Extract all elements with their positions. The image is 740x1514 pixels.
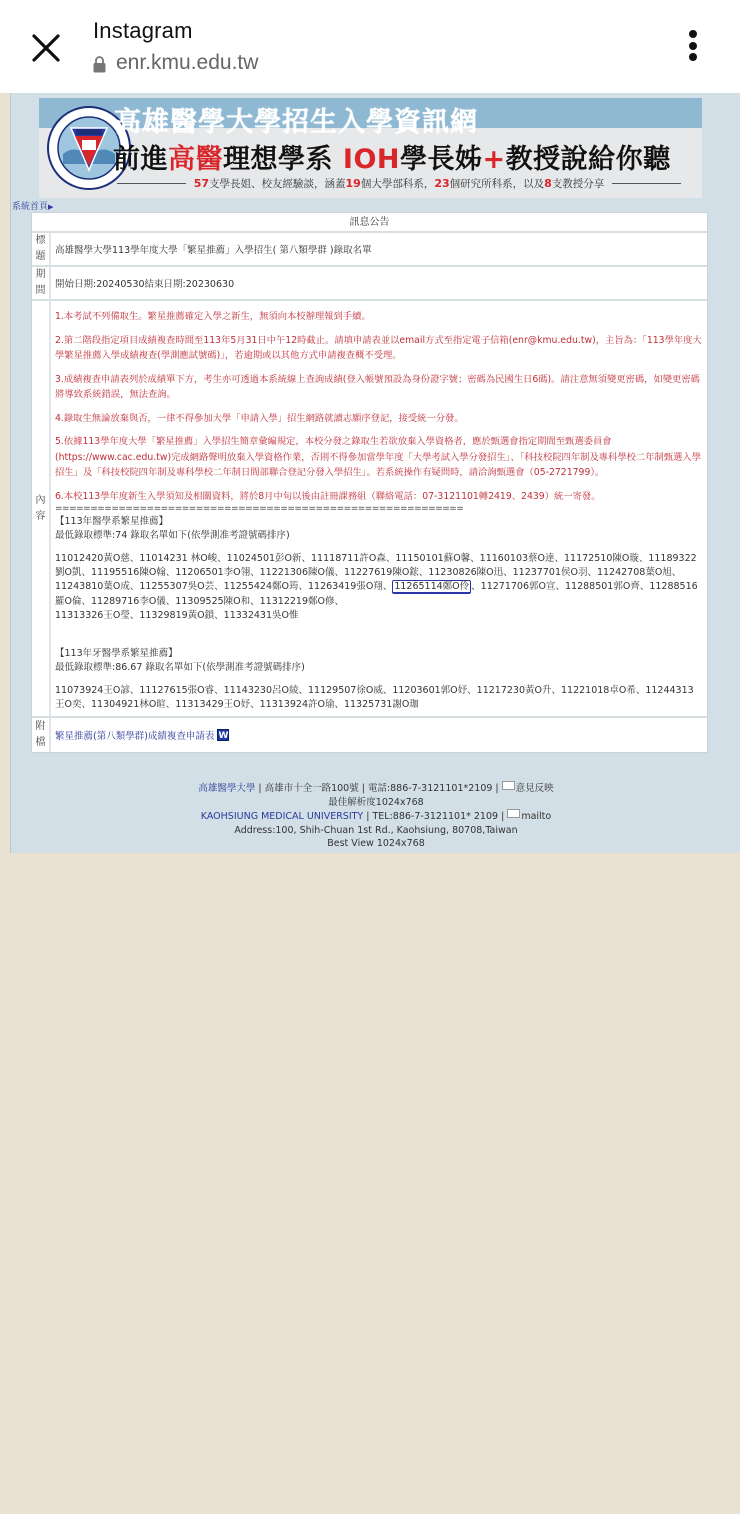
breadcrumb-label: 系統首頁 xyxy=(12,202,49,212)
label-char: 檔 xyxy=(35,737,46,749)
count-undergrad: 19 xyxy=(345,177,361,190)
mailto-link[interactable]: mailto xyxy=(521,811,552,822)
footer-line-2: 最佳解析度1024x768 xyxy=(328,796,424,808)
web-page xyxy=(10,93,740,853)
note-6: 6.本校113學年度新生入學須知及相關資料，將於8月中旬以後由註冊課務組（聯絡電話：07-3121101轉2419、2439）統一寄發。 xyxy=(55,490,601,502)
label-char: 標 xyxy=(35,235,46,246)
count-alumni: 57 xyxy=(193,177,210,190)
slogan-text: 理想學系 xyxy=(223,144,343,175)
highlighted-name: 11265114鄭O伶 xyxy=(394,581,470,593)
names: 11012420黃O慈、11014231 林O峻、11024501彭O新、11118711許O森、11150101蘇O馨、11160103蔡O達、11172510陳O璇、11189322劉O凱、11195516陳O翰、11206501李O翎、11221306陳O儀、11227619陳O鋐、11230826陳O迅、11237701侯O羽、11242708葉O旭、11243810葉O成、11255307吳O芸、11255424鄭O筠、11263419張O翔、 xyxy=(55,553,697,593)
url-display[interactable] xyxy=(93,51,258,75)
attachment-link[interactable]: 繁星推薦(第八類學群)成績複查申請表 xyxy=(55,731,215,743)
count-professors: 8 xyxy=(544,177,552,190)
slogan-text: 教授說給你聽 xyxy=(505,144,671,175)
subtitle-text: 支教授分享 xyxy=(551,178,605,190)
announcement-content xyxy=(51,301,707,716)
banner-slogan xyxy=(113,137,671,176)
slogan-highlight: IOH xyxy=(342,144,401,175)
note-3: 3.成績複查申請表列於成績單下方，考生亦可透過本系統線上查詢成績(登入帳號預設為身份證字號；密碼為民國生日6碼)。請注意無須變更密碼，如變更密碼將導致系統錯誤，無法查詢。 xyxy=(55,373,700,400)
label-char: 期 xyxy=(35,269,46,280)
content-row xyxy=(32,301,707,718)
slogan-highlight: 高醫 xyxy=(168,144,223,175)
divider xyxy=(612,183,681,184)
mail-icon[interactable] xyxy=(507,809,520,818)
footer-line-1 xyxy=(11,781,740,796)
banner-subtitle xyxy=(109,176,689,191)
more-options-button[interactable] xyxy=(682,30,704,66)
label-char: 內 xyxy=(35,494,46,506)
mail-icon[interactable] xyxy=(502,781,515,790)
lock-icon xyxy=(93,55,106,72)
label-char: 附 xyxy=(35,721,46,733)
slogan-plus: + xyxy=(482,144,506,175)
close-button[interactable] xyxy=(28,30,64,66)
slogan-text: 學長姊 xyxy=(400,144,483,175)
breadcrumb-home-link[interactable] xyxy=(12,199,53,212)
browser-toolbar xyxy=(0,0,740,93)
footer-best-view: Best View 1024x768 xyxy=(327,838,425,849)
period-label xyxy=(32,267,49,299)
admission-list-medicine xyxy=(55,552,703,623)
page-footer xyxy=(11,781,740,851)
note-1: 1.本考試不列備取生。繁星推薦確定入學之新生，無須向本校辦理報到手續。 xyxy=(55,311,371,322)
section-standard-dentistry: 最低錄取標準:86.67 錄取名單如下(依學測准考證號碼排序) xyxy=(55,662,305,674)
note-2: 2.第二階段指定項目成績複查時間至113年5月31日中午12時截止。請填申請表並以email方式至指定電子信箱(enr@kmu.edu.tw)，主旨為：「113學年度大學繁星推薦入學成績複查(學測應試號碼)」，若逾期或以其他方式申請複查概不受理。 xyxy=(55,334,702,361)
subtitle-text: 支學長姐、校友經驗談，涵蓋 xyxy=(209,178,346,190)
names: 11313326王O瑩、11329819黃O鎖、11332431吳O惟 xyxy=(55,609,299,621)
subtitle-text: 個大學部科系， xyxy=(360,178,435,190)
names: 、11271706郭O宣、11288501郭O齊、11288516羅O倫、11289716李O儀、11309525陳O和、11312219鄭O修、 xyxy=(55,581,698,607)
banner-headline: 高雄醫學大學招生入學資訊網 xyxy=(114,107,478,138)
slogan-text: 前進 xyxy=(113,144,168,175)
label-char: 題 xyxy=(35,251,46,262)
label-char: 間 xyxy=(35,285,46,296)
subtitle-text: 個研究所科系，以及 xyxy=(449,178,545,190)
url-text: enr.kmu.edu.tw xyxy=(116,51,259,74)
announcement-table xyxy=(31,212,708,753)
title-row xyxy=(32,233,707,267)
separator: ========================================================== xyxy=(55,504,464,514)
dot xyxy=(689,53,697,61)
footer-text: | TEL:886-7-3121101* 2109 | xyxy=(363,811,508,822)
more-vertical-icon xyxy=(689,30,697,38)
content-label xyxy=(32,301,49,716)
section-title-dentistry: 【113年牙醫學系繁星推薦】 xyxy=(55,648,178,660)
attachment-cell xyxy=(51,718,707,752)
footer-text: | 高雄市十全一路100號 | 電話:886-7-3121101*2109 | xyxy=(255,783,502,794)
arrow-right-icon: ▶ xyxy=(48,203,54,211)
section-standard-medicine: 最低錄取標準:74 錄取名單如下(依學測准考證號碼排序) xyxy=(55,530,290,541)
note-5: 5.依據113學年度大學「繁星推薦」入學招生簡章彙編規定，本校分發之錄取生若欲放棄入學資格者，應於甄選會指定期間至甄選委員會(https://www.cac.edu.tw)完成網路聲明放棄入學資格作業，否則不得參加當學年度「大學考試入學分發招生」、「科技校院四年制及專科學校二年制甄選入學招生」及「科技校院四年制及專科學校二年制日間部聯合登記分發入學招生」。若系統操作有疑問時，請洽詢甄選會（05-2721799）。 xyxy=(55,436,702,478)
announcement-header: 訊息公告 xyxy=(32,213,707,233)
footer-line-3 xyxy=(11,809,740,824)
site-banner[interactable] xyxy=(39,98,702,198)
footer-address: Address:100, Shih-Chuan 1st Rd., Kaohsiung, 80708,Taiwan xyxy=(234,824,518,836)
count-grad: 23 xyxy=(434,177,450,190)
dot xyxy=(689,42,697,50)
title-label xyxy=(32,233,49,265)
label-char: 容 xyxy=(35,510,46,522)
section-title-medicine: 【113年醫學系繁星推薦】 xyxy=(55,516,169,527)
page-source-title: Instagram xyxy=(93,18,193,43)
announcement-period: 開始日期:20240530結束日期:20230630 xyxy=(51,267,707,299)
period-row xyxy=(32,267,707,301)
attachment-label xyxy=(32,718,49,752)
word-document-icon[interactable]: W xyxy=(218,731,229,742)
university-link[interactable]: 高雄醫學大學 xyxy=(198,783,256,794)
university-en-link[interactable]: KAOHSIUNG MEDICAL UNIVERSITY xyxy=(200,811,364,822)
feedback-link[interactable]: 意見反映 xyxy=(515,783,554,794)
note-4: 4.錄取生無論放棄與否，一律不得參加大學「申請入學」招生網路就讀志願序登記，接受統一分發。 xyxy=(55,412,464,424)
admission-list-dentistry: 11073924王O諺、11127615張O睿、11143230呂O綾、11129507徐O威、11203601郭O妤、11217230黃O升、11221018卓O希、11244313王O奕、11304921林O暄、11313429王O妤、11313924許O瑜、11325731謝O珈 xyxy=(55,685,694,711)
attachment-row xyxy=(32,718,707,752)
announcement-title: 高雄醫學大學113學年度大學「繁星推薦」入學招生( 第八類學群 )錄取名單 xyxy=(51,233,707,265)
close-icon xyxy=(28,30,64,66)
divider xyxy=(117,183,186,184)
